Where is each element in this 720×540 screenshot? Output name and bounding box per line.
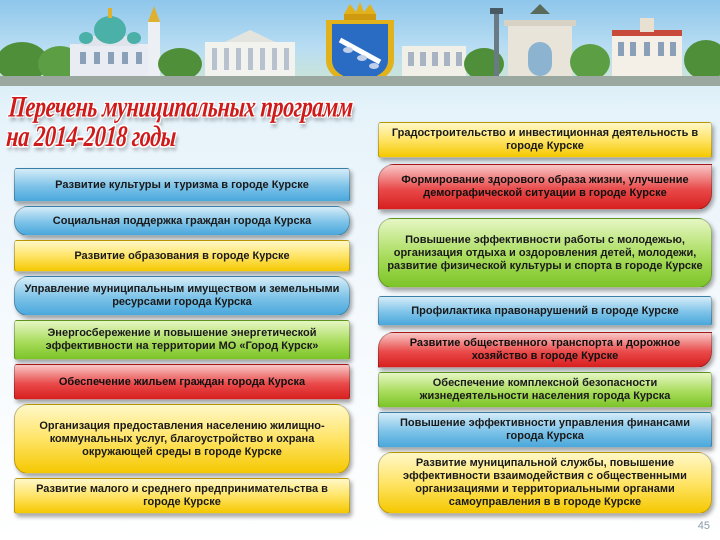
program-housing: Обеспечение жильем граждан города Курска xyxy=(14,364,350,400)
program-youth-sports: Повышение эффективности работы с молодежью, организация отдыха и оздоровления детей, молодежи, развитие физической культуры и спорта в городе Курске xyxy=(378,218,712,288)
city-panorama-banner xyxy=(0,0,720,86)
program-property-land: Управление муниципальным имуществом и земельными ресурсами города Курска xyxy=(14,276,350,316)
page-number: 45 xyxy=(697,520,710,532)
program-social-support: Социальная поддержка граждан города Курска xyxy=(14,206,350,236)
program-municipal-service: Развитие муниципальной службы, повышение эффективности взаимодействия с общественными организациями и территориальными органами самоуправления в в городе Курске xyxy=(378,452,712,514)
program-finance-management: Повышение эффективности управления финансами города Курска xyxy=(378,412,712,448)
program-crime-prevention: Профилактика правонарушений в городе Курске xyxy=(378,296,712,326)
program-education: Развитие образования в городе Курске xyxy=(14,240,350,272)
program-public-transport-roads: Развитие общественного транспорта и дорожное хозяйство в городе Курске xyxy=(378,332,712,368)
program-energy-saving: Энергосбережение и повышение энергетической эффективности на территории МО «Город Курск» xyxy=(14,320,350,360)
program-small-business: Развитие малого и среднего предпринимательства в городе Курске xyxy=(14,478,350,514)
program-complex-security: Обеспечение комплексной безопасности жизнедеятельности населения города Курска xyxy=(378,372,712,408)
program-urban-planning: Градостроительство и инвестиционная деятельность в городе Курске xyxy=(378,122,712,158)
page-title: Перечень муниципальных программ на 2014-2018 годы xyxy=(5,89,355,153)
program-healthy-lifestyle: Формирование здорового образа жизни, улучшение демографической ситуации в городе Курске xyxy=(378,164,712,210)
program-culture-tourism: Развитие культуры и туризма в городе Курске xyxy=(14,168,350,202)
program-housing-communal-services: Организация предоставления населению жилищно-коммунальных услуг, благоустройство и охрана окружающей среды в городе Курске xyxy=(14,404,350,474)
